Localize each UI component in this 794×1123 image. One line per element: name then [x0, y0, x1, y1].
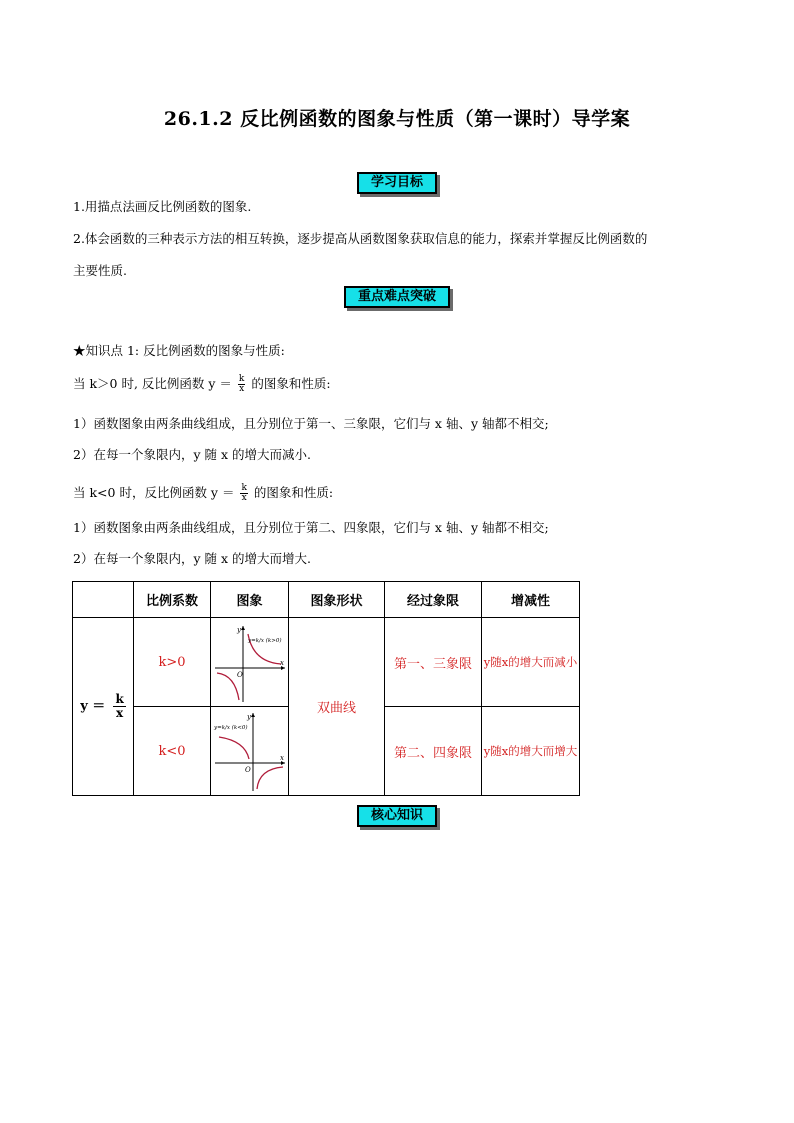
table-header-cell: 图象形状	[289, 582, 385, 618]
goal-item-1: 1.用描点法画反比例函数的图象.	[73, 199, 252, 214]
table-header-row	[73, 582, 580, 618]
core-badge: 核心知识	[357, 805, 437, 827]
x-axis-label: x	[279, 754, 284, 762]
function-fraction	[113, 693, 125, 720]
positive-k-property-1: 1）函数图象由两条曲线组成，且分别位于第一、三象限，它们与 x 轴、y 轴都不相交;	[73, 416, 549, 431]
fraction-numerator: k	[238, 374, 245, 384]
graph-cell	[211, 707, 289, 796]
knowledge-heading: ★知识点 1: 反比例函数的图象与性质:	[73, 343, 285, 358]
origin-label: O	[244, 766, 251, 774]
goal-item-2-line1: 2.体会函数的三种表示方法的相互转换，逐步提高从函数图象获取信息的能力，探索并掌握反比例函数的	[73, 231, 648, 246]
negative-k-property-1: 1）函数图象由两条曲线组成，且分别位于第二、四象限，它们与 x 轴、y 轴都不相交;	[73, 520, 549, 535]
table-header-cell: 经过象限	[385, 582, 482, 618]
y-axis-label: y	[246, 713, 251, 721]
key-points-badge: 重点难点突破	[344, 286, 450, 308]
negative-k-intro-pre: 当 k<0 时，反比例函数 y ＝	[73, 485, 235, 500]
goals-section-header	[0, 171, 794, 194]
table-header-empty	[73, 582, 134, 618]
key-points-section-header	[0, 285, 794, 308]
trend-cell: y随x的增大而减小	[482, 618, 580, 707]
goals-badge: 学习目标	[357, 172, 437, 194]
properties-table	[72, 581, 580, 796]
coefficient-cell: k>0	[134, 618, 211, 707]
function-label: y ＝	[80, 699, 106, 714]
positive-k-intro-pre: 当 k＞0 时, 反比例函数 y ＝	[73, 376, 232, 391]
fraction-denominator: x	[116, 706, 124, 720]
fraction-denominator: x	[239, 384, 245, 394]
fraction-numerator: k	[115, 692, 124, 706]
x-axis-label: x	[279, 659, 284, 667]
negative-k-intro-post: 的图象和性质:	[253, 485, 334, 500]
quadrants-cell: 第二、四象限	[385, 707, 482, 796]
origin-label: O	[236, 671, 243, 679]
table-row	[73, 618, 580, 707]
quadrants-cell: 第一、三象限	[385, 618, 482, 707]
negative-k-property-2: 2）在每一个象限内，y 随 x 的增大而增大.	[73, 551, 311, 566]
fraction-numerator: k	[241, 483, 247, 493]
negative-k-intro	[73, 484, 733, 503]
graph-positive-k	[213, 620, 287, 704]
page-title: 26.1.2 反比例函数的图象与性质（第一课时）导学案	[163, 108, 631, 130]
trend-cell: y随x的增大而增大	[482, 707, 580, 796]
core-section-header	[0, 804, 794, 827]
y-axis-label: y	[236, 626, 241, 634]
table-header-cell: 比例系数	[134, 582, 211, 618]
function-cell	[73, 618, 134, 796]
goal-item-2-line2: 主要性质.	[73, 263, 127, 278]
positive-k-intro-post: 的图象和性质:	[251, 376, 331, 391]
graph-equation: y=k/x (k>0)	[247, 638, 281, 644]
positive-k-property-2: 2）在每一个象限内，y 随 x 的增大而减小.	[73, 447, 311, 462]
table-header-cell: 增减性	[482, 582, 580, 618]
coefficient-cell: k<0	[134, 707, 211, 796]
fraction-k-over-x	[240, 484, 247, 503]
positive-k-intro	[73, 375, 733, 394]
shape-cell: 双曲线	[289, 618, 385, 796]
fraction-denominator: x	[241, 493, 247, 503]
table-header-cell: 图象	[211, 582, 289, 618]
graph-equation: y=k/x (k<0)	[213, 725, 247, 731]
fraction-k-over-x	[238, 375, 245, 394]
graph-negative-k	[213, 709, 287, 793]
graph-cell	[211, 618, 289, 707]
